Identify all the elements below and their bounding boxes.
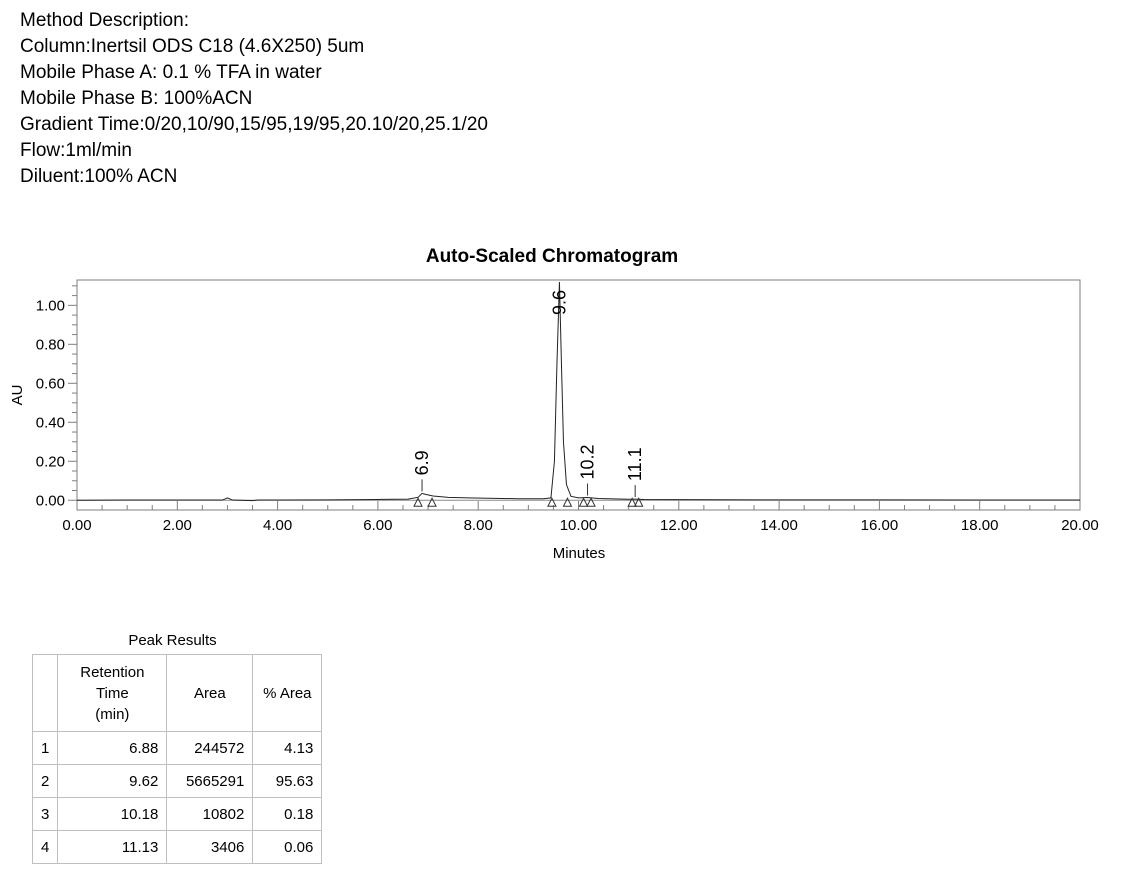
integration-marker bbox=[414, 498, 422, 506]
x-tick-label: 18.00 bbox=[960, 517, 999, 534]
row-pct-area: 0.06 bbox=[253, 831, 322, 864]
chromatogram-chart bbox=[0, 235, 1126, 575]
peak-labels bbox=[412, 290, 645, 497]
method-line: Diluent:100% ACN bbox=[20, 166, 178, 187]
x-tick-label: 8.00 bbox=[463, 517, 493, 534]
y-tick-label: 0.80 bbox=[35, 336, 65, 354]
header-retention-time bbox=[58, 655, 167, 732]
x-tick-label: 4.00 bbox=[262, 517, 293, 534]
table-row bbox=[33, 765, 322, 798]
integration-marker bbox=[587, 498, 595, 506]
row-area: 10802 bbox=[167, 798, 253, 831]
peak-label: 10.2 bbox=[577, 444, 598, 480]
y-tick-label: 0.20 bbox=[35, 453, 65, 471]
row-pct-area: 0.18 bbox=[253, 798, 322, 831]
y-axis-label: AU bbox=[9, 384, 26, 406]
row-index: 2 bbox=[33, 765, 58, 798]
table-row bbox=[33, 798, 322, 831]
peak-results-table bbox=[32, 654, 322, 864]
rt-header-line: Time bbox=[95, 684, 129, 702]
x-tick-label: 16.00 bbox=[860, 517, 899, 534]
x-tick-label: 12.00 bbox=[660, 517, 698, 534]
row-pct-area: 95.63 bbox=[253, 765, 322, 798]
y-tick-label: 0.00 bbox=[35, 492, 65, 510]
integration-marker bbox=[580, 498, 588, 506]
header-area: Area bbox=[167, 655, 253, 732]
row-pct-area: 4.13 bbox=[253, 732, 322, 765]
peak-label: 6.9 bbox=[412, 450, 433, 476]
y-tick-label: 0.40 bbox=[35, 414, 65, 432]
method-line: Gradient Time:0/20,10/90,15/95,19/95,20.10/20,25.1/20 bbox=[20, 114, 488, 135]
method-line: Flow:1ml/min bbox=[20, 140, 132, 161]
x-tick-label: 6.00 bbox=[363, 517, 393, 534]
method-line: Column:Inertsil ODS C18 (4.6X250) 5um bbox=[20, 36, 365, 57]
x-tick-label: 2.00 bbox=[162, 517, 192, 534]
row-index: 4 bbox=[33, 831, 58, 864]
x-axis-label: Minutes bbox=[552, 545, 606, 562]
table-header-row bbox=[33, 655, 322, 732]
integration-marker bbox=[428, 498, 436, 506]
method-line: Mobile Phase B: 100%ACN bbox=[20, 88, 253, 109]
header-index bbox=[33, 655, 58, 732]
method-line: Mobile Phase A: 0.1 % TFA in water bbox=[20, 62, 322, 83]
x-tick-label: 10.00 bbox=[559, 517, 598, 534]
axis-ticks bbox=[68, 286, 1080, 510]
row-index: 1 bbox=[33, 732, 58, 765]
row-retention-time: 10.18 bbox=[58, 798, 167, 831]
table-row bbox=[33, 732, 322, 765]
row-index: 3 bbox=[33, 798, 58, 831]
row-area: 5665291 bbox=[167, 765, 253, 798]
y-tick-label: 0.60 bbox=[35, 375, 65, 393]
method-description bbox=[20, 8, 488, 190]
row-area: 244572 bbox=[167, 732, 253, 765]
row-retention-time: 11.13 bbox=[58, 831, 167, 864]
table-row bbox=[33, 831, 322, 864]
method-line: Method Description: bbox=[20, 10, 189, 31]
integration-marker bbox=[548, 498, 556, 506]
x-tick-label: 20.00 bbox=[1061, 517, 1099, 534]
row-area: 3406 bbox=[167, 831, 253, 864]
y-tick-label: 1.00 bbox=[35, 297, 65, 315]
rt-header-line: Retention bbox=[80, 663, 145, 681]
row-retention-time: 9.62 bbox=[58, 765, 167, 798]
integration-marker bbox=[563, 498, 571, 506]
x-tick-label: 14.00 bbox=[760, 517, 798, 534]
peak-results-title: Peak Results bbox=[128, 632, 217, 649]
rt-header-line: (min) bbox=[95, 705, 130, 723]
row-retention-time: 6.88 bbox=[58, 732, 167, 765]
x-tick-label: 0.00 bbox=[62, 517, 92, 534]
peak-label: 11.1 bbox=[625, 447, 646, 482]
chart-title: Auto-Scaled Chromatogram bbox=[425, 246, 679, 267]
header-pct-area: % Area bbox=[253, 655, 322, 732]
peak-label: 9.6 bbox=[549, 289, 570, 315]
